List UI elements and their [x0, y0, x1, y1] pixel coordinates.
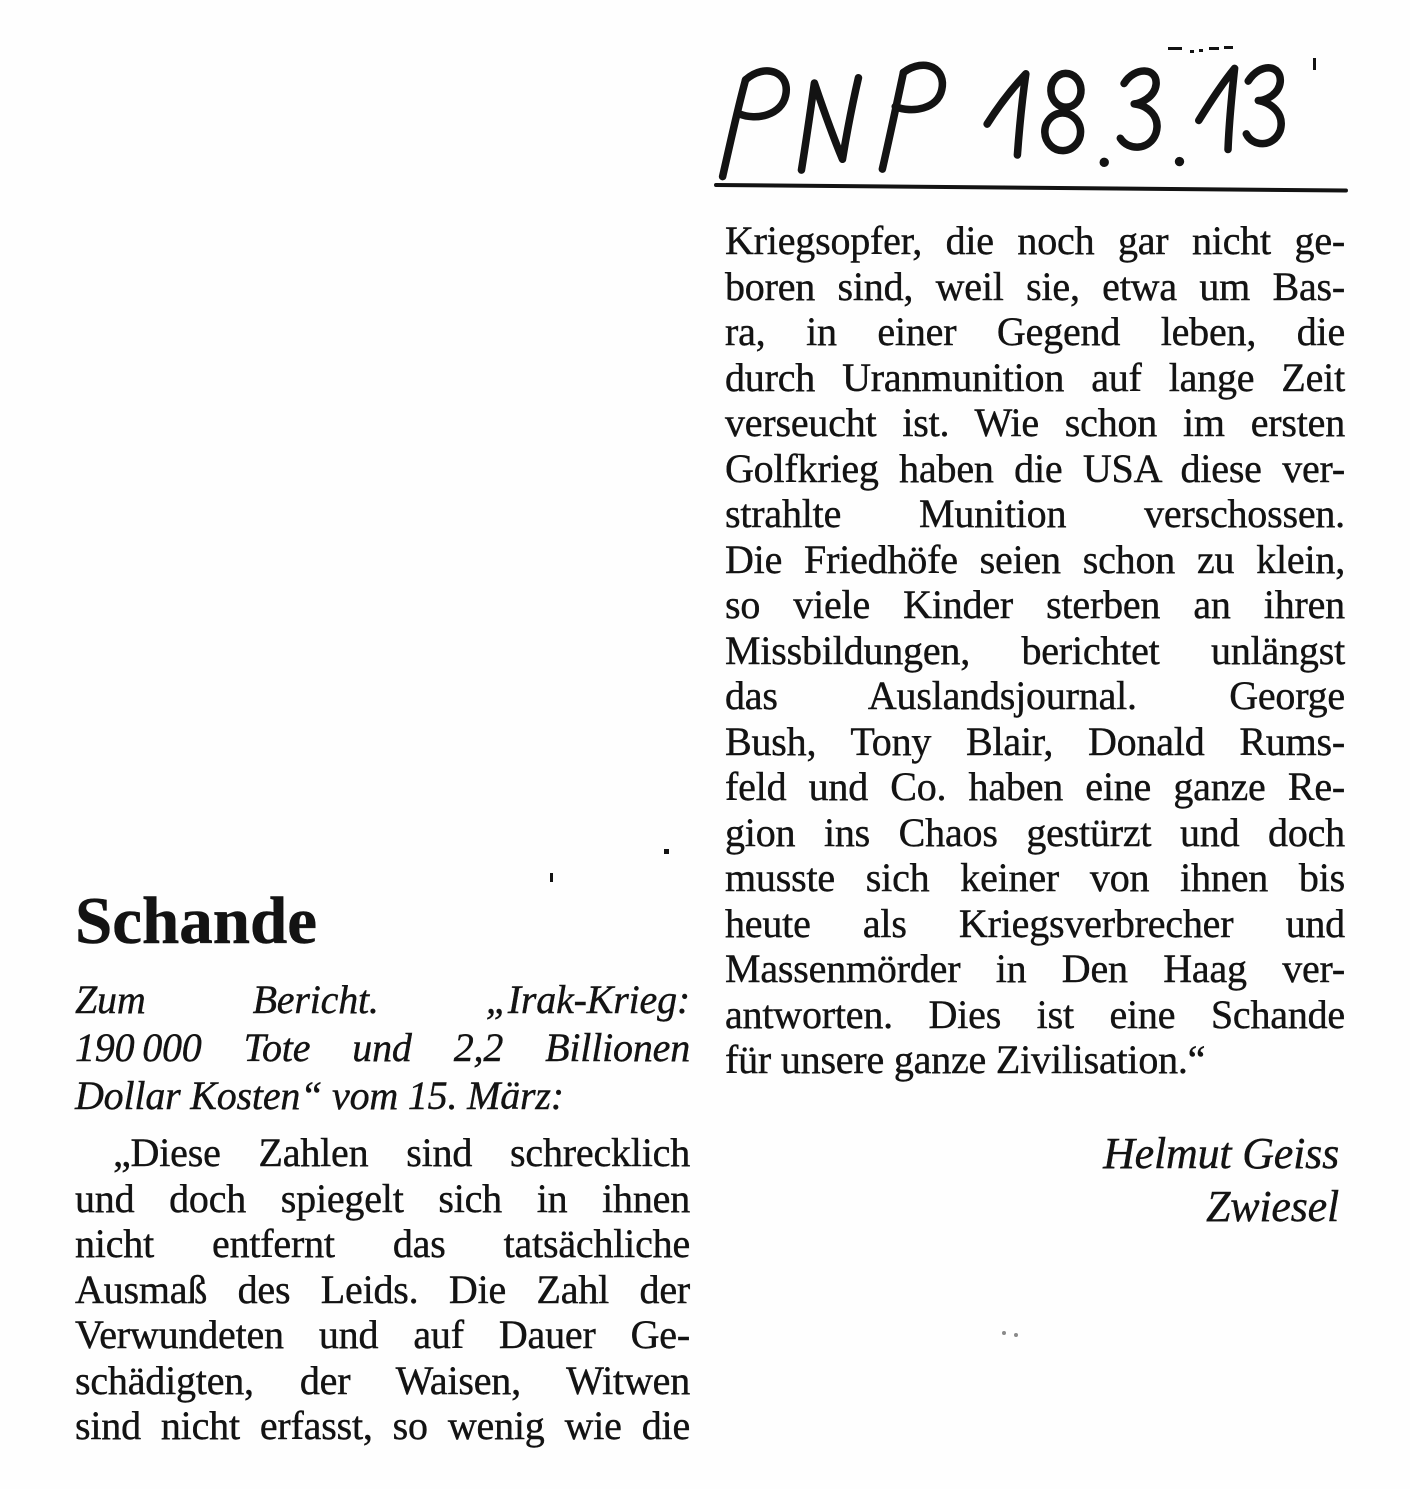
text-line: „Diese Zahlen sind schrecklich: [113, 1130, 690, 1176]
right-column: [725, 218, 1345, 1233]
ink-speck: [1313, 58, 1316, 70]
intro-block: [75, 976, 690, 1120]
text-line: feld und Co. haben eine ganze Re-: [725, 764, 1345, 809]
ink-speck: [664, 849, 669, 854]
text-line: boren sind, weil sie, etwa um Bas-: [725, 263, 1345, 309]
text-line: Verwundeten und auf Dauer Ge-: [75, 1312, 690, 1358]
text-line: das Auslandsjournal. George: [725, 673, 1345, 718]
text-line: und doch spiegelt sich in ihnen: [75, 1175, 690, 1221]
left-column: [75, 886, 690, 1449]
ink-speck: [1014, 1333, 1018, 1337]
text-line: strahlte Munition verschossen.: [725, 491, 1345, 536]
text-line: sind nicht erfasst, so wenig wie die: [75, 1403, 690, 1449]
ink-speck: [1168, 47, 1182, 50]
text-line: heute als Kriegsverbrecher und: [725, 900, 1345, 946]
handwriting-drawing: [698, 36, 1305, 199]
ink-speck: [550, 873, 553, 882]
text-line: so viele Kinder sterben an ihren: [725, 582, 1345, 627]
text-line: Kriegsopfer, die noch gar nicht ge-: [725, 218, 1345, 263]
ink-speck: [1224, 46, 1233, 49]
intro-line: Zum Bericht. „Irak-Krieg:: [75, 977, 690, 1023]
text-line: Massenmörder in Den Haag ver-: [725, 946, 1345, 991]
ink-speck: [1209, 47, 1219, 50]
text-line: ra, in einer Gegend leben, die: [725, 309, 1345, 354]
signature-location: Zwiesel: [1205, 1181, 1339, 1231]
text-line: nicht entfernt das tatsächliche: [75, 1221, 690, 1267]
signature-block: [725, 1127, 1345, 1233]
body-block: [75, 1130, 690, 1449]
text-line: für unsere ganze Zivilisation.“: [725, 1037, 1206, 1082]
intro-line: Dollar Kosten“ vom 15. März:: [75, 1073, 564, 1119]
text-line: gion ins Chaos gestürzt und doch: [725, 809, 1345, 855]
handwritten-date-annotation: [698, 36, 1305, 199]
text-line: Golfkrieg haben die USA diese ver-: [725, 445, 1345, 491]
text-line: Bush, Tony Blair, Donald Rums-: [725, 718, 1345, 764]
signature-author: Helmut Geiss: [1103, 1128, 1339, 1178]
ink-speck: [1199, 49, 1203, 52]
text-line: durch Uranmunition auf lange Zeit: [725, 354, 1345, 400]
text-line: Missbildungen, berichtet unlängst: [725, 627, 1345, 673]
text-line: schädigten, der Waisen, Witwen: [75, 1357, 690, 1403]
ink-speck: [1190, 50, 1194, 53]
text-line: Die Friedhöfe seien schon zu klein,: [725, 536, 1345, 582]
text-line: musste sich keiner von ihnen bis: [725, 855, 1345, 900]
intro-line: 190 000 Tote und 2,2 Billionen: [75, 1025, 690, 1071]
text-line: antworten. Dies ist eine Schande: [725, 991, 1345, 1037]
headline: Schande: [75, 884, 318, 958]
text-line: Ausmaß des Leids. Die Zahl der: [75, 1266, 690, 1312]
ink-speck: [1002, 1331, 1006, 1335]
text-line: verseucht ist. Wie schon im ersten: [725, 400, 1345, 445]
